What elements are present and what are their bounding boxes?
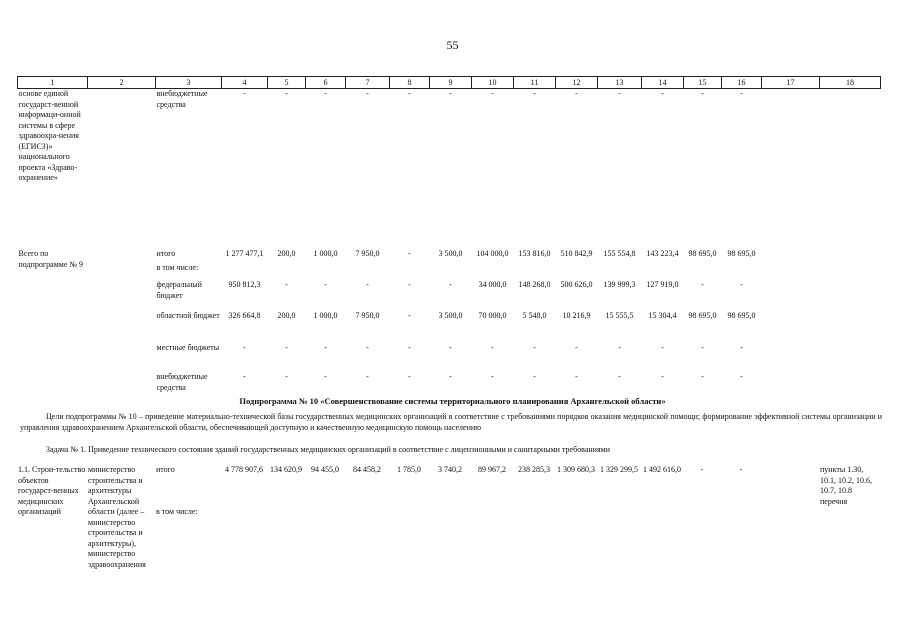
column-header: 8 bbox=[390, 77, 430, 89]
reference-cell bbox=[820, 372, 881, 394]
empty-cell bbox=[762, 263, 820, 280]
value-cell bbox=[429, 507, 471, 617]
value-cell: - bbox=[575, 343, 578, 352]
spacer-cell bbox=[18, 241, 881, 249]
column-header: 13 bbox=[598, 77, 642, 89]
value-cell bbox=[305, 507, 345, 617]
value-cell: - bbox=[740, 372, 743, 381]
value-cell bbox=[268, 263, 306, 280]
reference-cell: пункты 1.30, 10.1, 10.2, 10.6, 10.7, 10.8 перечня bbox=[820, 465, 872, 506]
value-cell: 3 740,2 bbox=[438, 465, 462, 474]
reference-cell bbox=[819, 507, 880, 617]
value-cell: 143 223,4 bbox=[646, 249, 679, 258]
funding-source-cell: итого bbox=[156, 465, 175, 474]
task-table bbox=[17, 465, 880, 617]
value-cell: - bbox=[408, 343, 411, 352]
value-cell: - bbox=[661, 89, 664, 98]
spacer-row bbox=[18, 241, 881, 249]
column-header: 4 bbox=[222, 77, 268, 89]
value-cell: 500 626,0 bbox=[560, 280, 593, 289]
value-cell bbox=[267, 507, 305, 617]
value-cell: 127 919,0 bbox=[646, 280, 679, 289]
value-cell: - bbox=[739, 465, 743, 474]
column-header: 12 bbox=[556, 77, 598, 89]
item-name-cell: 1.1. Строи-тельство объектов государст-венных медицинских организаций bbox=[18, 465, 86, 516]
empty-cell bbox=[762, 372, 820, 394]
value-cell: - bbox=[449, 343, 452, 352]
value-cell: - bbox=[285, 280, 288, 289]
value-cell: - bbox=[491, 343, 494, 352]
column-header: 3 bbox=[156, 77, 222, 89]
value-cell bbox=[430, 263, 472, 280]
value-cell: - bbox=[324, 372, 327, 381]
funding-source-cell: внебюджетные средства bbox=[156, 89, 208, 109]
empty-cell bbox=[762, 89, 820, 242]
value-cell: - bbox=[324, 280, 327, 289]
empty-cell bbox=[762, 311, 820, 343]
empty-cell bbox=[762, 280, 820, 311]
value-cell: - bbox=[449, 280, 452, 289]
value-cell bbox=[222, 263, 268, 280]
value-cell: 98 695,0 bbox=[688, 249, 717, 258]
value-cell bbox=[390, 263, 430, 280]
value-cell: 238 285,3 bbox=[518, 465, 550, 474]
value-cell bbox=[598, 263, 642, 280]
subprogram-title: Подпрограмма № 10 «Совершенствование системы территориального планирования Архангельской области» bbox=[239, 396, 666, 406]
value-cell: 1 492 616,0 bbox=[643, 465, 681, 474]
value-cell: 15 555,5 bbox=[605, 311, 634, 320]
value-cell bbox=[513, 507, 555, 617]
value-cell: 200,0 bbox=[277, 249, 296, 258]
budget-table bbox=[17, 76, 881, 394]
value-cell: 510 842,9 bbox=[560, 249, 593, 258]
value-cell bbox=[684, 263, 722, 280]
value-cell: - bbox=[408, 372, 411, 381]
value-cell: - bbox=[701, 372, 704, 381]
column-header: 1 bbox=[18, 77, 88, 89]
value-cell bbox=[642, 263, 684, 280]
value-cell bbox=[722, 263, 762, 280]
value-cell: - bbox=[324, 343, 327, 352]
value-cell: - bbox=[618, 89, 621, 98]
value-cell: - bbox=[243, 343, 246, 352]
reference-cell bbox=[820, 311, 881, 343]
column-header: 15 bbox=[684, 77, 722, 89]
value-cell: - bbox=[366, 280, 369, 289]
value-cell: 104 000,0 bbox=[476, 249, 509, 258]
value-cell: - bbox=[575, 89, 578, 98]
value-cell: 3 500,0 bbox=[438, 311, 463, 320]
value-cell: 1 329 299,5 bbox=[600, 465, 638, 474]
value-cell: 7 950,0 bbox=[355, 249, 380, 258]
executor-cell bbox=[88, 249, 156, 394]
value-cell: - bbox=[701, 280, 704, 289]
value-cell bbox=[346, 263, 390, 280]
value-cell: 34 000,0 bbox=[478, 280, 507, 289]
value-cell: 155 554,8 bbox=[603, 249, 636, 258]
reference-cell bbox=[820, 89, 881, 242]
value-cell: - bbox=[700, 465, 704, 474]
value-cell: - bbox=[408, 89, 411, 98]
value-cell bbox=[514, 263, 556, 280]
item-name-cell: Всего по подпрограмме № 9 bbox=[18, 249, 84, 269]
value-cell: - bbox=[491, 89, 494, 98]
value-cell bbox=[345, 507, 389, 617]
value-cell: - bbox=[661, 343, 664, 352]
column-header: 11 bbox=[514, 77, 556, 89]
funding-source-cell: в том числе: bbox=[156, 263, 199, 272]
value-cell: 94 455,0 bbox=[311, 465, 339, 474]
value-cell: - bbox=[740, 343, 743, 352]
value-cell: 1 309 680,3 bbox=[557, 465, 595, 474]
value-cell: - bbox=[533, 89, 536, 98]
value-cell: 1 785,0 bbox=[397, 465, 421, 474]
column-header: 18 bbox=[820, 77, 881, 89]
value-cell bbox=[471, 507, 513, 617]
reference-cell bbox=[820, 280, 881, 311]
empty-cell bbox=[762, 343, 820, 372]
value-cell: 139 999,3 bbox=[603, 280, 636, 289]
column-header: 2 bbox=[88, 77, 156, 89]
value-cell: - bbox=[740, 280, 743, 289]
value-cell: - bbox=[408, 311, 411, 320]
value-cell: 1 000,0 bbox=[313, 249, 338, 258]
value-cell: - bbox=[243, 89, 246, 98]
table-row bbox=[18, 249, 881, 263]
value-cell: 15 304,4 bbox=[648, 311, 677, 320]
value-cell: - bbox=[533, 343, 536, 352]
value-cell: - bbox=[701, 343, 704, 352]
funding-source-cell: областной бюджет bbox=[156, 311, 220, 320]
value-cell: - bbox=[575, 372, 578, 381]
page-number: 55 bbox=[446, 38, 459, 52]
value-cell: - bbox=[408, 249, 411, 258]
item-name-cell: основе единой государст-венной информаци-онной системы в сфере здравоохра-нения (ЕГИСЗ)» национального проекта «Здраво-охранение» bbox=[18, 89, 81, 182]
column-header: 5 bbox=[268, 77, 306, 89]
table-row bbox=[17, 465, 880, 507]
funding-source-cell: итого bbox=[156, 249, 176, 258]
value-cell bbox=[472, 263, 514, 280]
column-header: 10 bbox=[472, 77, 514, 89]
value-cell: - bbox=[324, 89, 327, 98]
value-cell: 70 000,0 bbox=[478, 311, 507, 320]
value-cell: 89 967,2 bbox=[478, 465, 506, 474]
value-cell bbox=[683, 507, 721, 617]
executor-cell bbox=[88, 89, 156, 242]
column-header: 14 bbox=[642, 77, 684, 89]
column-header: 17 bbox=[762, 77, 820, 89]
value-cell bbox=[556, 263, 598, 280]
value-cell: - bbox=[449, 89, 452, 98]
value-cell: - bbox=[285, 343, 288, 352]
value-cell: 134 620,9 bbox=[270, 465, 302, 474]
value-cell: 98 695,0 bbox=[688, 311, 717, 320]
executor-cell: министерство строительства и архитектуры Архангельской области (далее – министерство строительства и архитектуры), министерство здравоохранения bbox=[88, 465, 146, 569]
value-cell: 326 664,8 bbox=[228, 311, 261, 320]
value-cell: 98 695,0 bbox=[727, 311, 756, 320]
value-cell: - bbox=[491, 372, 494, 381]
value-cell: - bbox=[618, 372, 621, 381]
reference-cell bbox=[820, 263, 881, 280]
reference-cell bbox=[820, 343, 881, 372]
value-cell: 1 277 477,1 bbox=[225, 249, 264, 258]
value-cell: - bbox=[243, 372, 246, 381]
empty-cell bbox=[761, 507, 819, 617]
funding-source-cell: федеральный бюджет bbox=[156, 280, 202, 300]
value-cell: - bbox=[366, 343, 369, 352]
header-row bbox=[18, 77, 881, 89]
value-cell: - bbox=[449, 372, 452, 381]
value-cell: 10 216,9 bbox=[562, 311, 591, 320]
value-cell: 5 548,0 bbox=[522, 311, 547, 320]
value-cell: - bbox=[701, 89, 704, 98]
value-cell: - bbox=[618, 343, 621, 352]
value-cell: - bbox=[740, 89, 743, 98]
empty-cell bbox=[762, 249, 820, 263]
column-header: 6 bbox=[306, 77, 346, 89]
value-cell bbox=[306, 263, 346, 280]
reference-cell bbox=[820, 249, 881, 263]
value-cell: 84 458,2 bbox=[353, 465, 381, 474]
value-cell: 4 778 907,6 bbox=[225, 465, 263, 474]
empty-cell bbox=[761, 465, 819, 507]
value-cell bbox=[721, 507, 761, 617]
value-cell: 3 500,0 bbox=[438, 249, 463, 258]
column-header: 7 bbox=[346, 77, 390, 89]
value-cell bbox=[641, 507, 683, 617]
value-cell: - bbox=[533, 372, 536, 381]
value-cell: - bbox=[661, 372, 664, 381]
value-cell: - bbox=[408, 280, 411, 289]
goal-text: Цели подпрограммы № 10 – приведение материально-технической базы государственных медицинских организаций в соответствие с требованиями порядков оказания медицинской помощи; формирование эффективной системы организации и управления здравоохранением Архангельской области, обеспечивающей доступную и качественную медицинскую помощь населению bbox=[20, 412, 882, 432]
value-cell bbox=[555, 507, 597, 617]
column-header: 16 bbox=[722, 77, 762, 89]
value-cell: 1 000,0 bbox=[313, 311, 338, 320]
value-cell: - bbox=[366, 372, 369, 381]
value-cell: - bbox=[285, 372, 288, 381]
value-cell: 950 812,3 bbox=[228, 280, 261, 289]
value-cell: 7 950,0 bbox=[355, 311, 380, 320]
table-row bbox=[18, 89, 881, 242]
funding-source-cell: местные бюджеты bbox=[156, 343, 220, 352]
value-cell: 148 268,0 bbox=[518, 280, 551, 289]
funding-source-cell: в том числе: bbox=[156, 507, 198, 516]
value-cell bbox=[221, 507, 267, 617]
value-cell: 153 816,0 bbox=[518, 249, 551, 258]
column-header: 9 bbox=[430, 77, 472, 89]
funding-source-cell: внебюджетные средства bbox=[156, 372, 208, 392]
value-cell: - bbox=[285, 89, 288, 98]
value-cell bbox=[597, 507, 641, 617]
value-cell: - bbox=[366, 89, 369, 98]
value-cell: 98 695,0 bbox=[727, 249, 756, 258]
value-cell bbox=[389, 507, 429, 617]
value-cell: 200,0 bbox=[277, 311, 296, 320]
task-text: Задача № 1. Приведение технического состояния зданий государственных медицинских организаций в соответствие с лицензионными и санитарными требованиями bbox=[46, 445, 610, 454]
